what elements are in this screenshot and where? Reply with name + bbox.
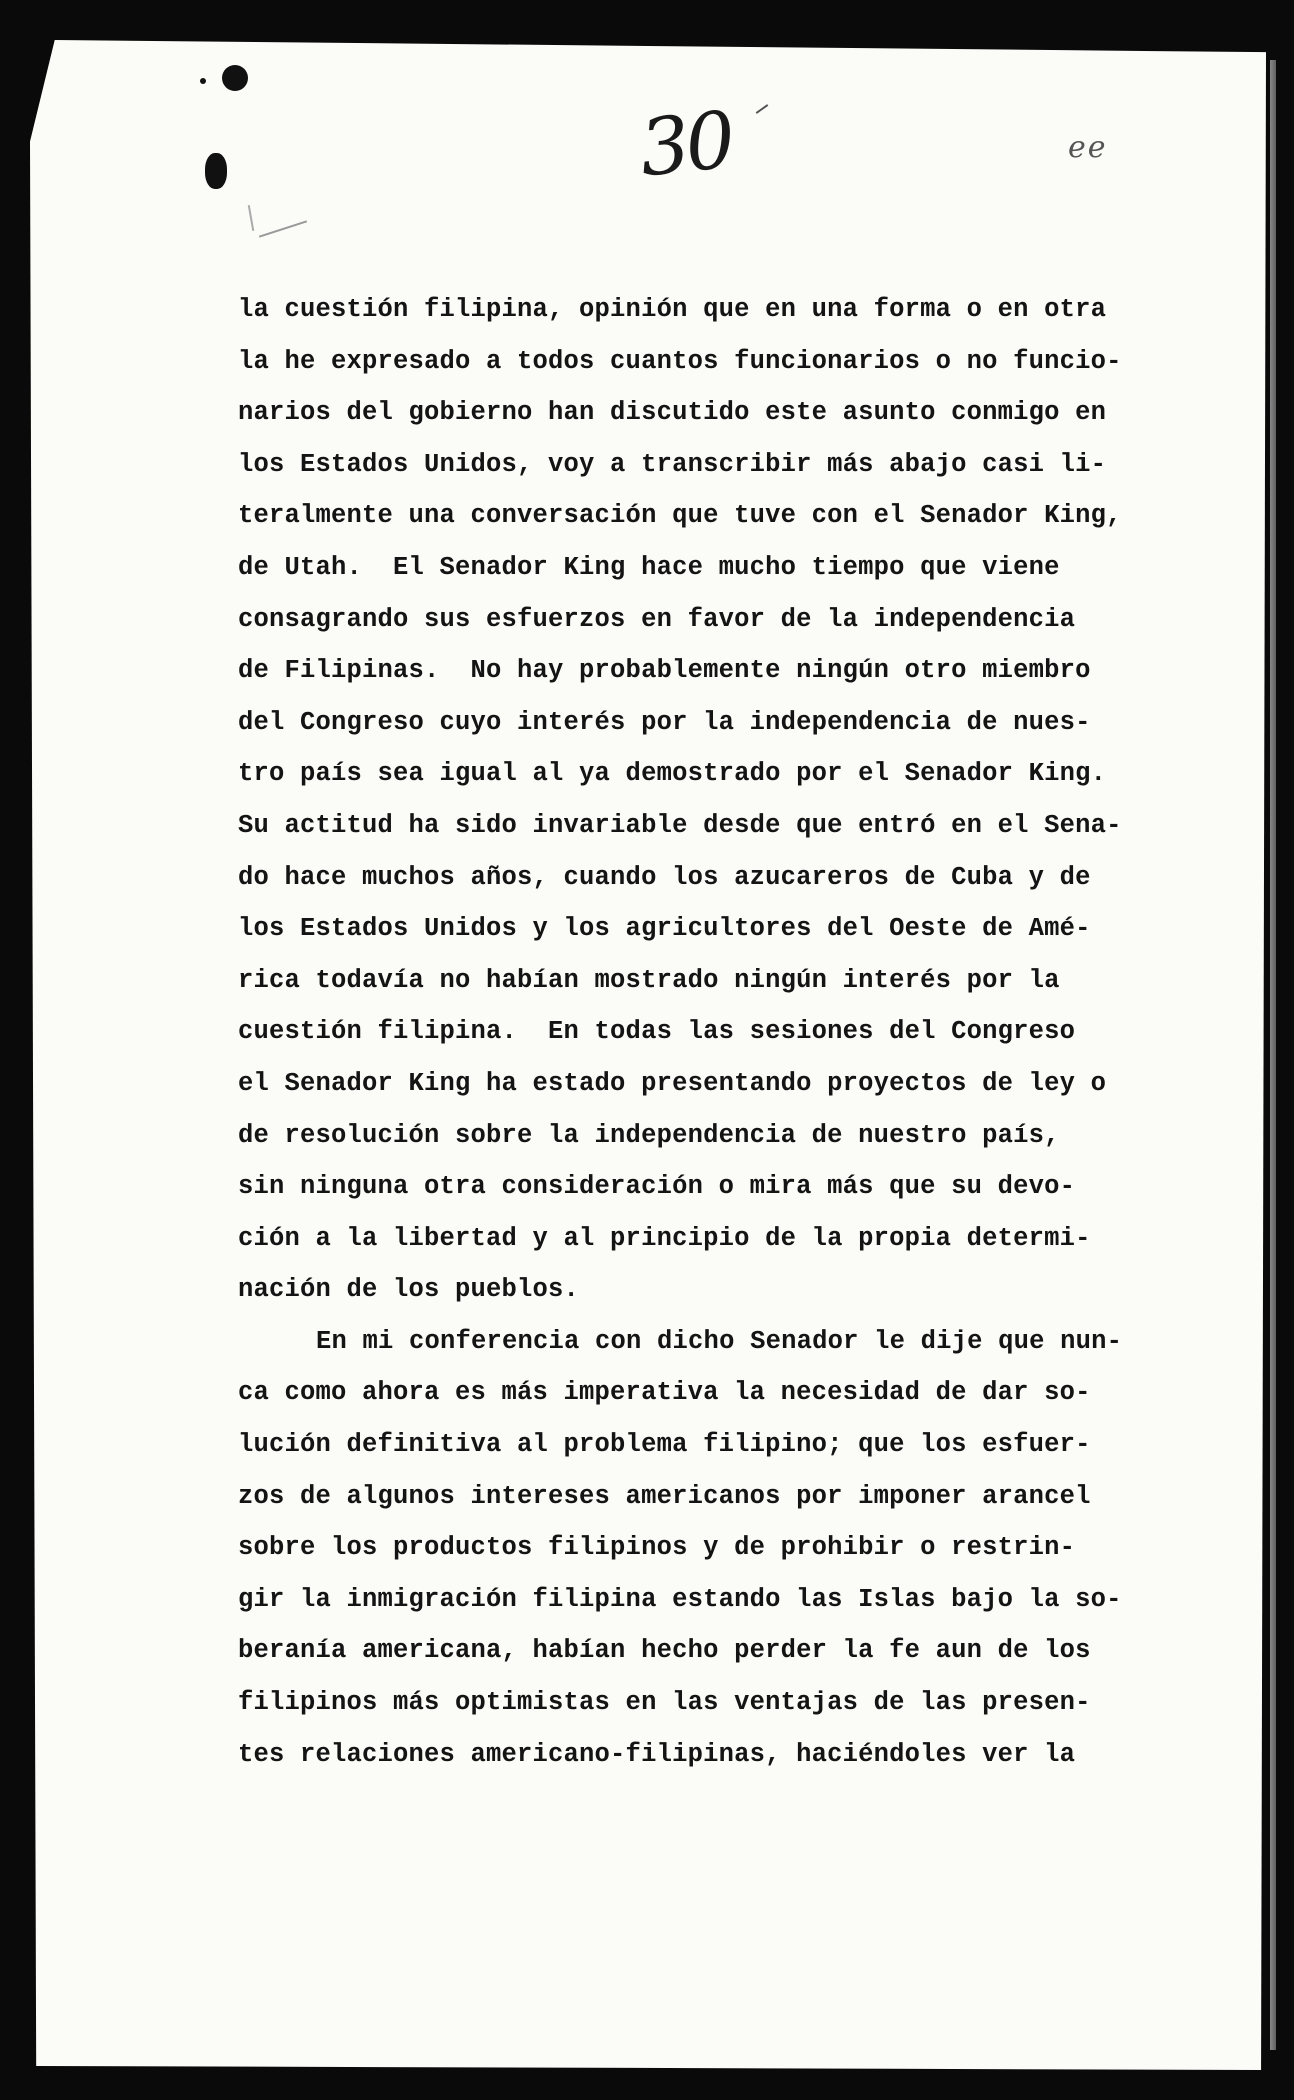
text-line: rica todavía no habían mostrado ningún interés por la — [238, 965, 1060, 995]
text-line: ción a la libertad y al principio de la propia determi- — [238, 1223, 1091, 1253]
text-line: sobre los productos filipinos y de prohibir o restrin- — [238, 1533, 1076, 1563]
typed-body-text — [238, 284, 1138, 1780]
text-line: de resolución sobre la independencia de nuestro país, — [238, 1120, 1060, 1150]
text-line: los Estados Unidos, voy a transcribir más abajo casi li- — [238, 449, 1107, 479]
text-line: gir la inmigración filipina estando las Islas bajo la so- — [238, 1584, 1122, 1614]
punch-hole-top — [222, 65, 248, 91]
text-line: beranía americana, habían hecho perder la fe aun de los — [238, 1636, 1091, 1666]
ink-dot — [200, 78, 206, 84]
text-line: el Senador King ha estado presentando proyectos de ley o — [238, 1068, 1107, 1098]
text-line: la cuestión filipina, opinión que en una forma o en otra — [238, 295, 1107, 324]
handwritten-page-number: 30 — [635, 95, 736, 195]
text-line: cuestión filipina. En todas las sesiones del Congreso — [238, 1017, 1076, 1047]
text-line: de Utah. El Senador King hace mucho tiempo que viene — [238, 552, 1060, 582]
text-line: narios del gobierno han discutido este asunto conmigo en — [238, 398, 1107, 428]
text-line: sin ninguna otra consideración o mira más que su devo- — [238, 1172, 1076, 1202]
text-line: consagrando sus esfuerzos en favor de la independencia — [238, 604, 1076, 634]
text-line: tes relaciones americano-filipinas, haciéndoles ver la — [238, 1739, 1076, 1769]
text-line: filipinos más optimistas en las ventajas de las presen- — [238, 1688, 1091, 1718]
page-edge-shadow — [1270, 60, 1276, 2050]
text-line: nación de los pueblos. — [238, 1275, 580, 1305]
text-line: los Estados Unidos y los agricultores del Oeste de Amé- — [238, 914, 1091, 944]
paragraph-first-line: En mi conferencia con dicho Senador le dije que nun- — [316, 1326, 1123, 1356]
text-line: la he expresado a todos cuantos funcionarios o no funcio- — [238, 346, 1122, 376]
text-line: lución definitiva al problema filipino; que los esfuer- — [238, 1430, 1091, 1460]
text-line: tro país sea igual al ya demostrado por el Senador King. — [238, 759, 1107, 789]
text-line: ca como ahora es más imperativa la necesidad de dar so- — [238, 1378, 1091, 1408]
punch-hole-middle — [205, 153, 227, 189]
text-line: Su actitud ha sido invariable desde que entró en el Sena- — [238, 810, 1122, 840]
text-line: de Filipinas. No hay probablemente ningún otro miembro — [238, 656, 1091, 686]
text-line: teralmente una conversación que tuve con el Senador King, — [238, 501, 1122, 531]
handwritten-initials: ee — [1068, 130, 1108, 165]
text-line: zos de algunos intereses americanos por imponer arancel — [238, 1481, 1091, 1511]
text-line: do hace muchos años, cuando los azucareros de Cuba y de — [238, 862, 1091, 892]
text-line: del Congreso cuyo interés por la independencia de nues- — [238, 707, 1091, 737]
